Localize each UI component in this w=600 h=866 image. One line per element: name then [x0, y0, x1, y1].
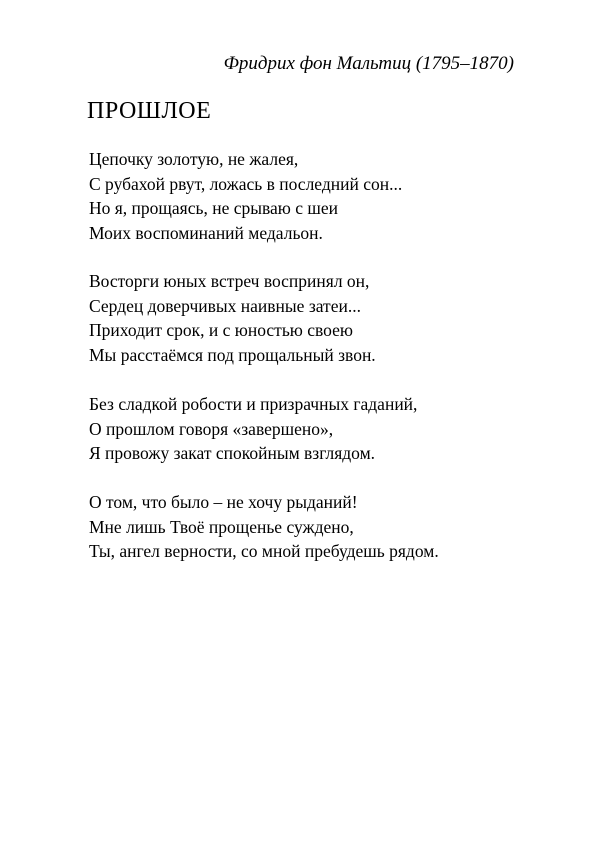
stanza-2	[89, 269, 376, 367]
poem-line: Сердец доверчивых наивные затеи...	[89, 295, 361, 316]
stanza-3	[89, 392, 417, 466]
stanza-4	[89, 490, 439, 564]
poem-line: Восторги юных встреч воспринял он,	[89, 271, 370, 291]
poem-line: Я провожу закат спокойным взглядом.	[89, 443, 376, 463]
poem-line: Цепочку золотую, не жалея,	[89, 149, 299, 169]
poem-line: Но я, прощаясь, не срываю с шеи	[89, 198, 338, 218]
poem-line: Ты, ангел верности, со мной пребудешь рядом.	[89, 541, 439, 561]
poem-line: Мне лишь Твоё прощенье суждено,	[89, 516, 354, 537]
poem-line: О прошлом говоря «завершено»,	[89, 418, 334, 439]
stanza-1	[89, 147, 402, 245]
poem-line: Мы расстаёмся под прощальный звон.	[89, 344, 376, 365]
poem-line: Моих воспоминаний медальон.	[89, 222, 323, 243]
poem-title: ПРОШЛОЕ	[87, 98, 212, 124]
poem-line: Без сладкой робости и призрачных гаданий,	[89, 394, 418, 414]
poem-line: О том, что было – не хочу рыданий!	[89, 492, 358, 512]
poem-line: Приходит срок, и с юностью своею	[89, 320, 353, 340]
author-name: Фридрих фон Мальтиц (1795–1870)	[223, 53, 514, 74]
poem-line: С рубахой рвут, ложась в последний сон...	[89, 173, 403, 194]
